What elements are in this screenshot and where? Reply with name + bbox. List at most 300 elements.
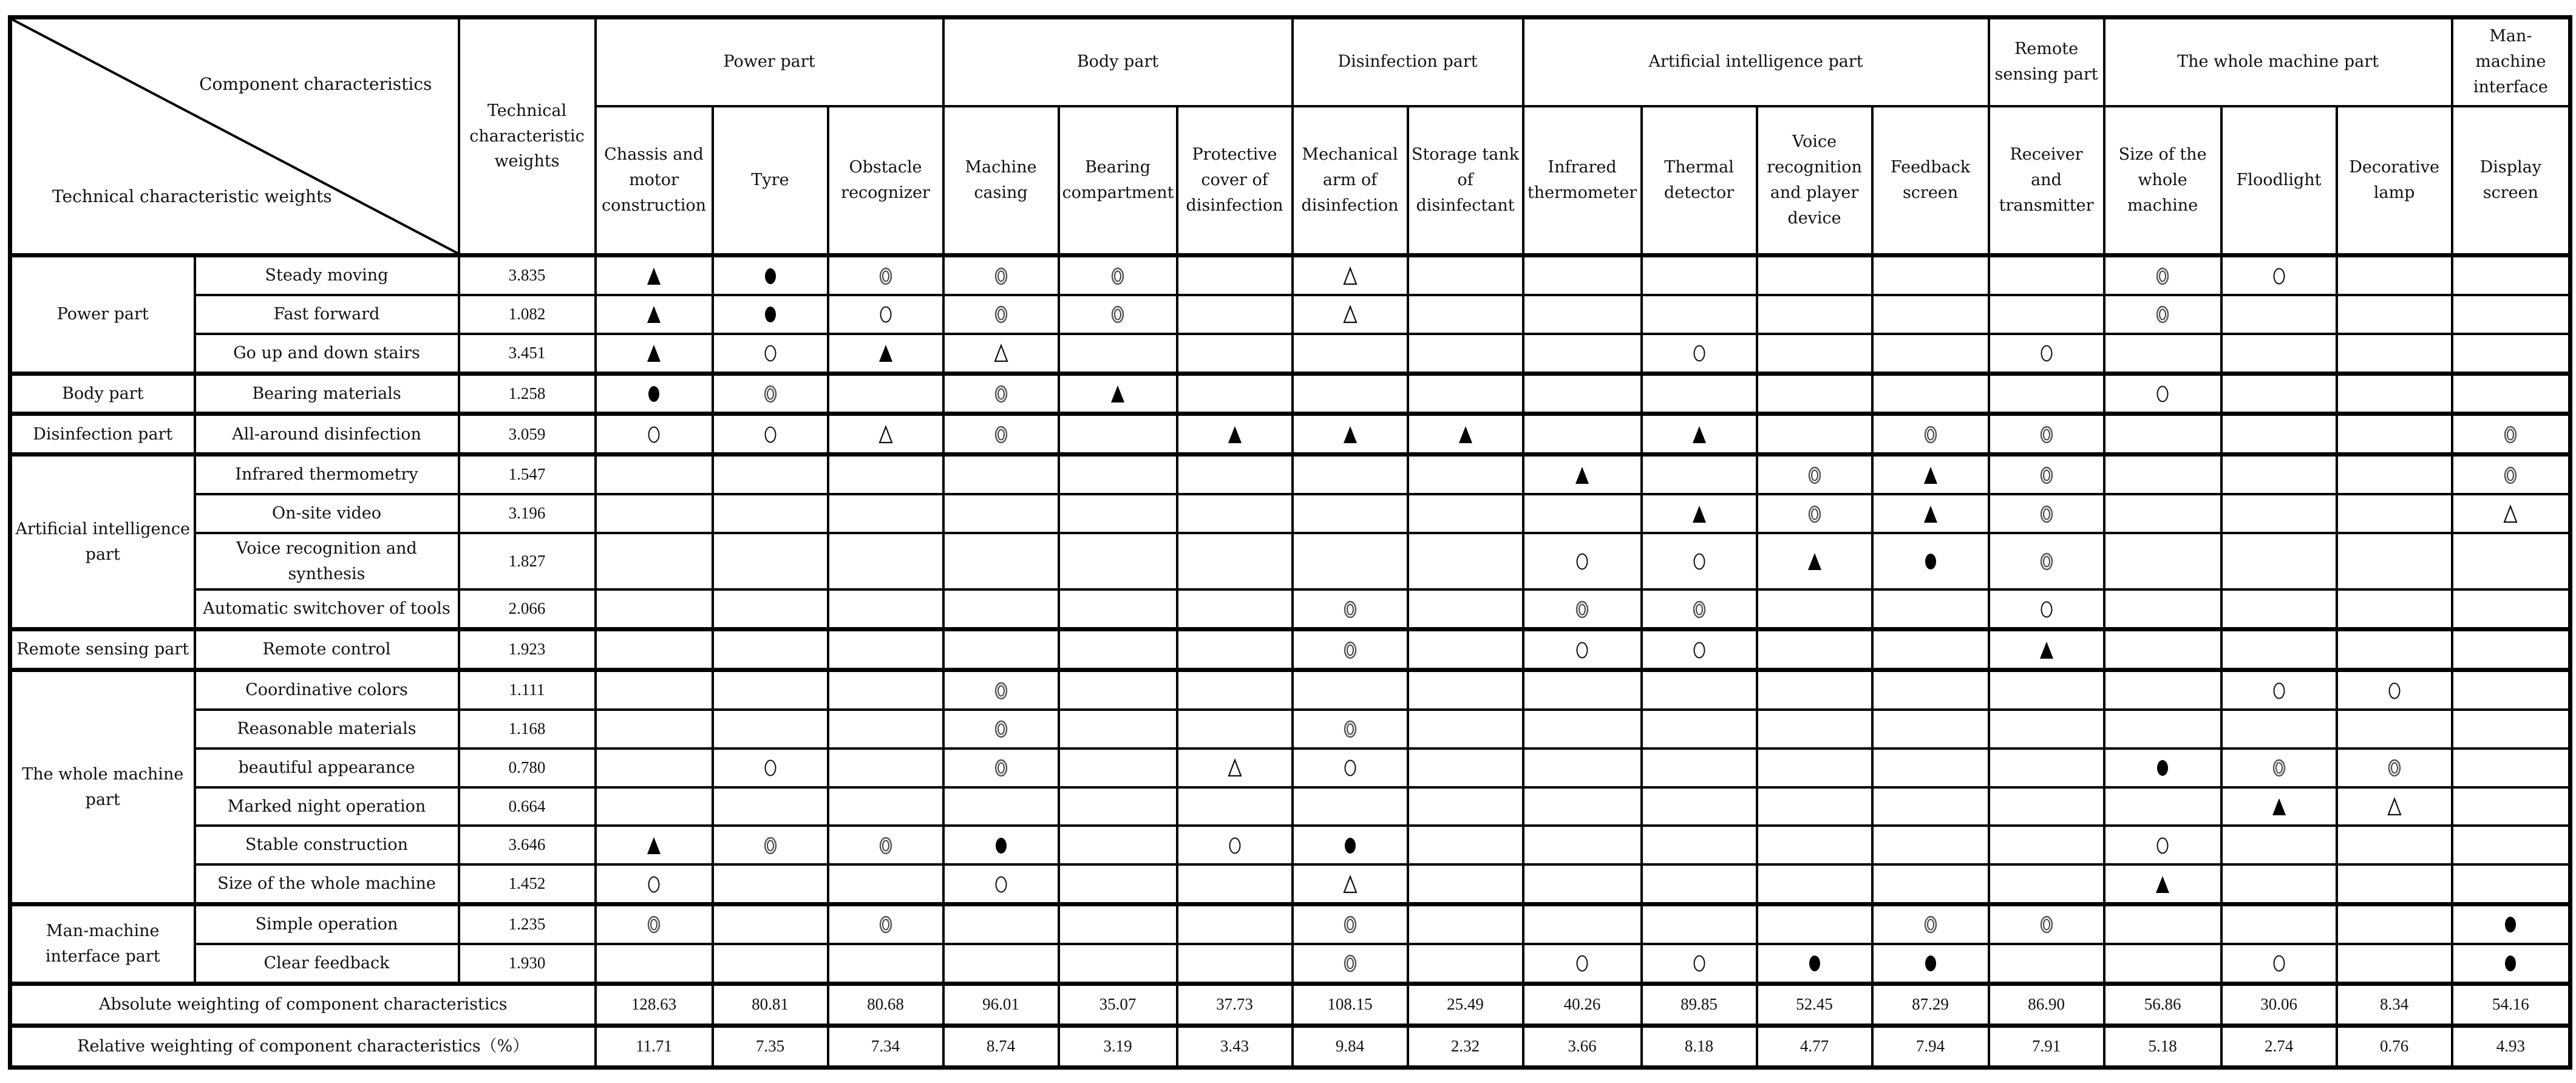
matrix-row — [10, 334, 2571, 373]
relationship-cell — [596, 826, 713, 864]
relationship-cell — [1408, 670, 1523, 710]
relationship-cell — [943, 670, 1059, 710]
open-circle-icon — [2385, 680, 2404, 702]
component-column-header: Feedback screen — [1872, 106, 1989, 256]
relative-weighting-value: 11.71 — [596, 1025, 713, 1067]
relationship-cell — [1642, 334, 1757, 373]
relationship-cell — [1293, 670, 1408, 710]
filled-circle-icon — [761, 265, 780, 287]
relationship-cell — [1757, 455, 1872, 494]
relationship-cell — [828, 710, 943, 749]
relationship-cell — [1872, 864, 1989, 904]
relationship-cell — [828, 944, 943, 983]
relationship-cell — [1642, 630, 1757, 670]
relationship-cell — [1989, 334, 2104, 373]
relationship-cell — [1523, 630, 1642, 670]
filled-circle-icon — [2501, 914, 2520, 935]
open-circle-icon — [1573, 639, 1591, 661]
filled-triangle-icon — [1690, 503, 1708, 525]
relationship-cell — [1523, 944, 1642, 983]
relationship-cell — [2104, 826, 2221, 864]
double-circle-icon — [877, 265, 895, 287]
relative-weighting-value: 5.18 — [2104, 1025, 2221, 1067]
relationship-cell — [828, 749, 943, 787]
component-column-header: Bearing compartment — [1059, 106, 1177, 256]
relative-weighting-label: Relative weighting of component characteristics（%） — [10, 1025, 596, 1067]
component-column-header: Chassis and motor construction — [596, 106, 713, 256]
relative-weighting-value: 3.66 — [1523, 1025, 1642, 1067]
relationship-cell — [2104, 944, 2221, 983]
relationship-cell — [596, 334, 713, 373]
relationship-cell — [2452, 373, 2571, 414]
matrix-row — [10, 864, 2571, 904]
relationship-cell — [1293, 749, 1408, 787]
relationship-cell — [2221, 670, 2337, 710]
component-column-header: Tyre — [713, 106, 828, 256]
matrix-row — [10, 710, 2571, 749]
relationship-cell — [828, 455, 943, 494]
relationship-cell — [1642, 533, 1757, 589]
relationship-cell — [596, 414, 713, 455]
relationship-cell — [596, 864, 713, 904]
double-circle-icon — [2037, 503, 2056, 525]
matrix-row — [10, 373, 2571, 414]
relationship-cell — [713, 749, 828, 787]
relationship-cell — [2221, 256, 2337, 295]
matrix-row — [10, 749, 2571, 787]
component-group-header: Remote sensing part — [1989, 18, 2104, 106]
absolute-weighting-label: Absolute weighting of component characteristics — [10, 983, 596, 1025]
double-circle-icon — [2037, 424, 2056, 446]
relationship-cell — [596, 749, 713, 787]
relationship-cell — [943, 904, 1059, 943]
double-circle-icon — [992, 680, 1010, 702]
relationship-cell — [2452, 533, 2571, 589]
row-group-label: The whole machine part — [10, 670, 195, 905]
relationship-cell — [1059, 864, 1177, 904]
weight-value: 0.664 — [459, 787, 596, 826]
open-circle-icon — [1690, 952, 1708, 974]
relationship-cell — [1293, 826, 1408, 864]
relationship-cell — [1757, 710, 1872, 749]
relationship-cell — [1177, 630, 1293, 670]
relationship-cell — [2221, 589, 2337, 629]
relationship-cell — [1177, 864, 1293, 904]
relationship-cell — [943, 944, 1059, 983]
component-group-header: Body part — [943, 18, 1293, 106]
relationship-cell — [1989, 670, 2104, 710]
relationship-cell — [1293, 533, 1408, 589]
relationship-cell — [1177, 904, 1293, 943]
absolute-weighting-value: 87.29 — [1872, 983, 1989, 1025]
absolute-weighting-value: 8.34 — [2337, 983, 2452, 1025]
component-column-header: Display screen — [2452, 106, 2571, 256]
relationship-cell — [1059, 295, 1177, 334]
relationship-cell — [943, 864, 1059, 904]
relationship-cell — [1523, 256, 1642, 295]
relationship-cell — [943, 589, 1059, 629]
double-circle-icon — [1341, 914, 1359, 935]
relationship-cell — [1293, 904, 1408, 943]
relationship-cell — [2337, 864, 2452, 904]
filled-circle-icon — [1341, 835, 1359, 857]
double-circle-icon — [1806, 464, 1824, 486]
filled-triangle-icon — [645, 342, 663, 364]
absolute-weighting-value: 56.86 — [2104, 983, 2221, 1025]
technical-characteristic-label: beautiful appearance — [195, 749, 459, 787]
matrix-row — [10, 533, 2571, 589]
relationship-cell — [828, 589, 943, 629]
relationship-cell — [1872, 533, 1989, 589]
relationship-cell — [1757, 630, 1872, 670]
matrix-row — [10, 589, 2571, 629]
relationship-cell — [2104, 373, 2221, 414]
relationship-cell — [596, 533, 713, 589]
weight-value: 0.780 — [459, 749, 596, 787]
relationship-cell — [943, 710, 1059, 749]
relationship-cell — [1872, 630, 1989, 670]
open-circle-icon — [1573, 952, 1591, 974]
filled-triangle-icon — [2270, 796, 2288, 818]
relationship-cell — [1642, 373, 1757, 414]
technical-characteristic-label: Coordinative colors — [195, 670, 459, 710]
double-circle-icon — [877, 914, 895, 935]
component-group-header: Power part — [596, 18, 943, 106]
relationship-cell — [2337, 455, 2452, 494]
filled-circle-icon — [1922, 551, 1940, 572]
relationship-cell — [2104, 455, 2221, 494]
filled-triangle-icon — [1806, 551, 1824, 572]
relationship-cell — [2221, 533, 2337, 589]
relationship-cell — [1757, 749, 1872, 787]
absolute-weighting-value: 25.49 — [1408, 983, 1523, 1025]
filled-circle-icon — [761, 304, 780, 325]
filled-triangle-icon — [1922, 503, 1940, 525]
double-circle-icon — [761, 835, 780, 857]
relationship-cell — [1642, 904, 1757, 943]
filled-triangle-icon — [2037, 639, 2056, 661]
relationship-cell — [828, 787, 943, 826]
technical-characteristic-label: Fast forward — [195, 295, 459, 334]
relationship-cell — [1293, 455, 1408, 494]
absolute-weighting-value: 80.81 — [713, 983, 828, 1025]
relationship-cell — [1408, 334, 1523, 373]
open-triangle-icon — [992, 342, 1010, 364]
relationship-cell — [1059, 710, 1177, 749]
relationship-cell — [1523, 494, 1642, 533]
relationship-cell — [2337, 749, 2452, 787]
open-circle-icon — [2153, 383, 2172, 405]
weight-value: 1.930 — [459, 944, 596, 983]
relationship-cell — [1642, 256, 1757, 295]
relationship-cell — [2104, 710, 2221, 749]
relationship-cell — [596, 295, 713, 334]
relationship-cell — [1177, 826, 1293, 864]
relationship-cell — [1177, 256, 1293, 295]
relative-weighting-value: 7.34 — [828, 1025, 943, 1067]
relationship-cell — [1757, 944, 1872, 983]
weight-value: 3.059 — [459, 414, 596, 455]
technical-characteristic-label: On-site video — [195, 494, 459, 533]
relationship-cell — [828, 670, 943, 710]
relationship-cell — [1059, 670, 1177, 710]
relationship-cell — [943, 256, 1059, 295]
relationship-cell — [1523, 749, 1642, 787]
weight-value: 3.196 — [459, 494, 596, 533]
double-circle-icon — [2037, 914, 2056, 935]
relationship-cell — [828, 494, 943, 533]
relationship-cell — [1757, 787, 1872, 826]
relationship-cell — [2452, 455, 2571, 494]
relationship-cell — [1872, 904, 1989, 943]
relationship-cell — [1872, 455, 1989, 494]
relationship-cell — [2452, 787, 2571, 826]
relationship-cell — [2452, 944, 2571, 983]
technical-characteristic-label: Voice recognition and synthesis — [195, 533, 459, 589]
double-circle-icon — [2270, 757, 2288, 779]
relationship-cell — [1177, 944, 1293, 983]
component-column-header: Obstacle recognizer — [828, 106, 943, 256]
open-triangle-icon — [877, 424, 895, 446]
filled-triangle-icon — [1109, 383, 1127, 405]
relationship-cell — [1059, 533, 1177, 589]
relationship-cell — [828, 334, 943, 373]
relationship-cell — [1523, 533, 1642, 589]
component-group-header: Artificial intelligence part — [1523, 18, 1989, 106]
matrix-row — [10, 787, 2571, 826]
open-circle-icon — [1226, 835, 1244, 857]
absolute-weighting-value: 54.16 — [2452, 983, 2571, 1025]
relationship-cell — [1757, 373, 1872, 414]
filled-circle-icon — [992, 835, 1010, 857]
relationship-cell — [943, 414, 1059, 455]
relationship-cell — [596, 256, 713, 295]
relationship-cell — [1989, 826, 2104, 864]
relationship-cell — [713, 414, 828, 455]
absolute-weighting-value: 35.07 — [1059, 983, 1177, 1025]
relationship-cell — [1642, 494, 1757, 533]
component-group-header: The whole machine part — [2104, 18, 2452, 106]
relationship-cell — [2221, 826, 2337, 864]
row-group-label: Body part — [10, 373, 195, 414]
relationship-cell — [943, 749, 1059, 787]
technical-characteristic-label: Remote control — [195, 630, 459, 670]
relationship-cell — [596, 944, 713, 983]
relationship-cell — [1408, 295, 1523, 334]
relationship-cell — [2221, 373, 2337, 414]
double-circle-icon — [1341, 639, 1359, 661]
relationship-cell — [828, 630, 943, 670]
open-circle-icon — [2270, 952, 2288, 974]
relationship-cell — [2337, 414, 2452, 455]
relationship-cell — [1989, 295, 2104, 334]
relative-weighting-value: 3.19 — [1059, 1025, 1177, 1067]
relationship-cell — [1177, 295, 1293, 334]
technical-characteristic-label: Stable construction — [195, 826, 459, 864]
relationship-cell — [1872, 749, 1989, 787]
relationship-cell — [1059, 589, 1177, 629]
relationship-cell — [1642, 589, 1757, 629]
relationship-cell — [596, 494, 713, 533]
relationship-cell — [1757, 256, 1872, 295]
relationship-cell — [1523, 414, 1642, 455]
open-circle-icon — [1690, 639, 1708, 661]
absolute-weighting-value: 30.06 — [2221, 983, 2337, 1025]
relationship-cell — [2104, 256, 2221, 295]
relative-weighting-value: 3.43 — [1177, 1025, 1293, 1067]
relationship-cell — [713, 533, 828, 589]
filled-triangle-icon — [645, 265, 663, 287]
absolute-weighting-value: 80.68 — [828, 983, 943, 1025]
relative-weighting-value: 7.94 — [1872, 1025, 1989, 1067]
relationship-cell — [2452, 630, 2571, 670]
open-circle-icon — [761, 757, 780, 779]
relationship-cell — [1408, 256, 1523, 295]
component-column-header: Floodlight — [2221, 106, 2337, 256]
open-circle-icon — [2270, 680, 2288, 702]
relationship-cell — [1757, 295, 1872, 334]
relationship-cell — [828, 826, 943, 864]
relationship-cell — [2452, 334, 2571, 373]
relationship-cell — [828, 373, 943, 414]
double-circle-icon — [992, 718, 1010, 740]
relationship-cell — [1059, 494, 1177, 533]
relationship-cell — [713, 256, 828, 295]
relationship-cell — [2104, 334, 2221, 373]
relationship-cell — [943, 787, 1059, 826]
relationship-cell — [1293, 295, 1408, 334]
relationship-cell — [828, 904, 943, 943]
technical-characteristic-label: Reasonable materials — [195, 710, 459, 749]
row-group-label: Man-machine interface part — [10, 904, 195, 983]
open-circle-icon — [1690, 551, 1708, 572]
relationship-cell — [1523, 334, 1642, 373]
technical-characteristic-label: Infrared thermometry — [195, 455, 459, 494]
matrix-row — [10, 904, 2571, 943]
double-circle-icon — [1922, 914, 1940, 935]
matrix-row — [10, 455, 2571, 494]
relationship-cell — [1293, 373, 1408, 414]
relationship-cell — [596, 589, 713, 629]
corner-top-label: Component characteristics — [199, 73, 432, 94]
relationship-cell — [1177, 455, 1293, 494]
relationship-cell — [1408, 494, 1523, 533]
relationship-cell — [943, 494, 1059, 533]
double-circle-icon — [2501, 464, 2520, 486]
weight-value: 1.111 — [459, 670, 596, 710]
relationship-cell — [713, 944, 828, 983]
component-group-header: Disinfection part — [1293, 18, 1523, 106]
relationship-cell — [828, 256, 943, 295]
relationship-cell — [2337, 670, 2452, 710]
technical-characteristic-label: Simple operation — [195, 904, 459, 943]
diagonal-divider — [12, 19, 458, 253]
relationship-cell — [1989, 533, 2104, 589]
double-circle-icon — [1109, 304, 1127, 325]
relationship-cell — [1177, 589, 1293, 629]
open-circle-icon — [2270, 265, 2288, 287]
relative-weighting-value: 9.84 — [1293, 1025, 1408, 1067]
relationship-cell — [2452, 494, 2571, 533]
open-triangle-icon — [1226, 757, 1244, 779]
relationship-cell — [713, 826, 828, 864]
relationship-cell — [1293, 944, 1408, 983]
relative-weighting-value: 4.93 — [2452, 1025, 2571, 1067]
technical-characteristic-label: Go up and down stairs — [195, 334, 459, 373]
absolute-weighting-value: 128.63 — [596, 983, 713, 1025]
relationship-cell — [943, 373, 1059, 414]
relationship-cell — [2452, 710, 2571, 749]
absolute-weighting-row — [10, 983, 2571, 1025]
relationship-cell — [2104, 864, 2221, 904]
relationship-cell — [2104, 494, 2221, 533]
double-circle-icon — [1341, 952, 1359, 974]
relationship-cell — [2221, 455, 2337, 494]
relationship-cell — [2452, 589, 2571, 629]
relationship-cell — [1059, 826, 1177, 864]
relationship-cell — [1523, 787, 1642, 826]
relationship-cell — [1293, 414, 1408, 455]
double-circle-icon — [2037, 464, 2056, 486]
relationship-cell — [596, 670, 713, 710]
absolute-weighting-value: 37.73 — [1177, 983, 1293, 1025]
filled-triangle-icon — [1226, 424, 1244, 446]
relationship-cell — [1177, 373, 1293, 414]
double-circle-icon — [2153, 304, 2172, 325]
relationship-cell — [1293, 334, 1408, 373]
relationship-cell — [596, 630, 713, 670]
relationship-cell — [596, 373, 713, 414]
double-circle-icon — [992, 304, 1010, 325]
relationship-cell — [2221, 864, 2337, 904]
relationship-cell — [596, 455, 713, 494]
relationship-cell — [1757, 533, 1872, 589]
relationship-cell — [1989, 414, 2104, 455]
relationship-cell — [1059, 904, 1177, 943]
technical-characteristic-label: All-around disinfection — [195, 414, 459, 455]
relationship-cell — [1408, 944, 1523, 983]
relationship-cell — [1989, 710, 2104, 749]
open-triangle-icon — [2501, 503, 2520, 525]
relationship-cell — [596, 710, 713, 749]
weight-value: 3.835 — [459, 256, 596, 295]
relationship-cell — [1408, 414, 1523, 455]
open-circle-icon — [645, 874, 663, 895]
relative-weighting-value: 7.35 — [713, 1025, 828, 1067]
relationship-cell — [1408, 710, 1523, 749]
relationship-cell — [1872, 826, 1989, 864]
relationship-cell — [2337, 826, 2452, 864]
absolute-weighting-value: 52.45 — [1757, 983, 1872, 1025]
weight-value: 3.646 — [459, 826, 596, 864]
absolute-weighting-value: 108.15 — [1293, 983, 1408, 1025]
relationship-cell — [2221, 494, 2337, 533]
relationship-cell — [2221, 787, 2337, 826]
relationship-cell — [943, 533, 1059, 589]
technical-characteristic-label: Marked night operation — [195, 787, 459, 826]
relationship-cell — [1408, 904, 1523, 943]
weight-value: 2.066 — [459, 589, 596, 629]
relationship-cell — [1523, 670, 1642, 710]
component-column-header: Mechanical arm of disinfection — [1293, 106, 1408, 256]
relationship-cell — [1059, 256, 1177, 295]
relationship-cell — [713, 295, 828, 334]
open-circle-icon — [645, 424, 663, 446]
relationship-cell — [2221, 710, 2337, 749]
filled-triangle-icon — [1690, 424, 1708, 446]
relationship-cell — [1872, 670, 1989, 710]
open-circle-icon — [761, 342, 780, 364]
